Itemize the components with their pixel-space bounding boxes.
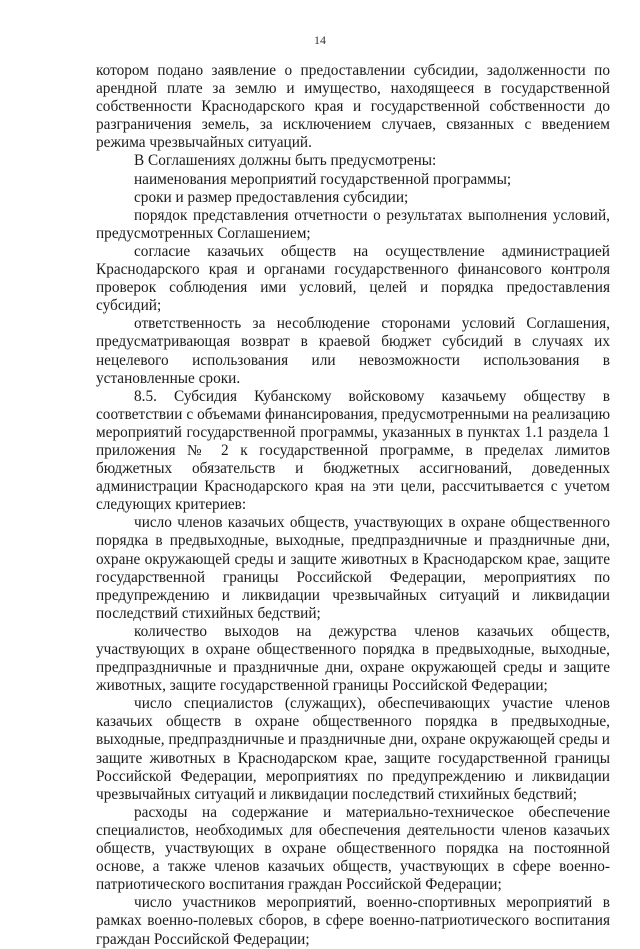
- page-number: 14: [314, 33, 326, 47]
- paragraph-section-8-5: 8.5. Субсидия Кубанскому войсковому казачьему обществу в соответствии с объемами финансирования, предусмотренными на реализацию мероприятий государственной программы, указанных в пунктах 1.1 раздела 1 приложения № 2 к государственной программе, в пределах лимитов бюджетных обязательств и бюджетных ассигнований, доведенных администрации Краснодарского края на эти цели, рассчитывается с учетом следующих критериев:: [96, 387, 610, 514]
- paragraph-event-names: наименования мероприятий государственной программы;: [134, 170, 512, 188]
- paragraph-agreements-intro: В Соглашениях должны быть предусмотрены:: [134, 152, 437, 170]
- paragraph-criterion-expenses: расходы на содержание и материально-техническое обеспечение специалистов, необходимых для обеспечения деятельности членов казачьих обществ, участвующих в охране общественного порядка на постоянной основе, а также членов казачьих обществ, участвующих в сфере военно-патриотического воспитания граждан Российской Федерации;: [96, 803, 610, 894]
- paragraph-audit-consent: согласие казачьих обществ на осуществление администрацией Краснодарского края и органами государственного финансового контроля проверок соблюдения ими условий, целей и порядка предоставления субсидий;: [96, 242, 610, 315]
- document-body: [96, 62, 610, 949]
- paragraph-criterion-duty-shifts: количество выходов на дежурства членов казачьих обществ, участвующих в охране общественного порядка в предвыходные, выходные, предпраздничные и праздничные дни, охране окружающей среды и защите животных, защите государственной границы Российской Федерации;: [96, 622, 610, 695]
- paragraph-criterion-specialists: число специалистов (служащих), обеспечивающих участие членов казачьих обществ в охране общественного порядка в предвыходные, выходные, предпраздничные и праздничные дни, охране окружающей среды и защите животных в Краснодарском крае, защите государственной границы Российской Федерации, мероприятиях по предупреждению и ликвидации чрезвычайных ситуаций и ликвидации последствий стихийных бедствий;: [96, 695, 610, 803]
- paragraph-arrears-continuation: котором подано заявление о предоставлении субсидии, задолженности по арендной плате за землю и имущество, находящееся в государственной собственности Краснодарского края и государственной собственности до разграничения земель, за исключением случаев, связанных с введением режима чрезвычайных ситуаций.: [96, 62, 610, 152]
- paragraph-criterion-members: число членов казачьих обществ, участвующих в охране общественного порядка в предвыходные, выходные, предпраздничные и праздничные дни, охране окружающей среды и защите животных в Краснодарском крае, защите государственной границы Российской Федерации, мероприятиях по предупреждению и ликвидации чрезвычайных ситуаций и ликвидации последствий стихийных бедствий;: [96, 514, 610, 622]
- paragraph-reporting-procedure: порядок представления отчетности о результатах выполнения условий, предусмотренных Соглашением;: [96, 206, 610, 242]
- paragraph-liability: ответственность за несоблюдение сторонами условий Соглашения, предусматривающая возврат в краевой бюджет субсидий в случаях их нецелевого использования или невозможности использования в установленные сроки.: [96, 315, 610, 387]
- paragraph-criterion-participants: число участников мероприятий, военно-спортивных мероприятий в рамках военно-полевых сборов, в сфере военно-патриотического воспитания граждан Российской Федерации;: [96, 894, 610, 948]
- paragraph-terms-amount: сроки и размер предоставления субсидии;: [134, 188, 409, 206]
